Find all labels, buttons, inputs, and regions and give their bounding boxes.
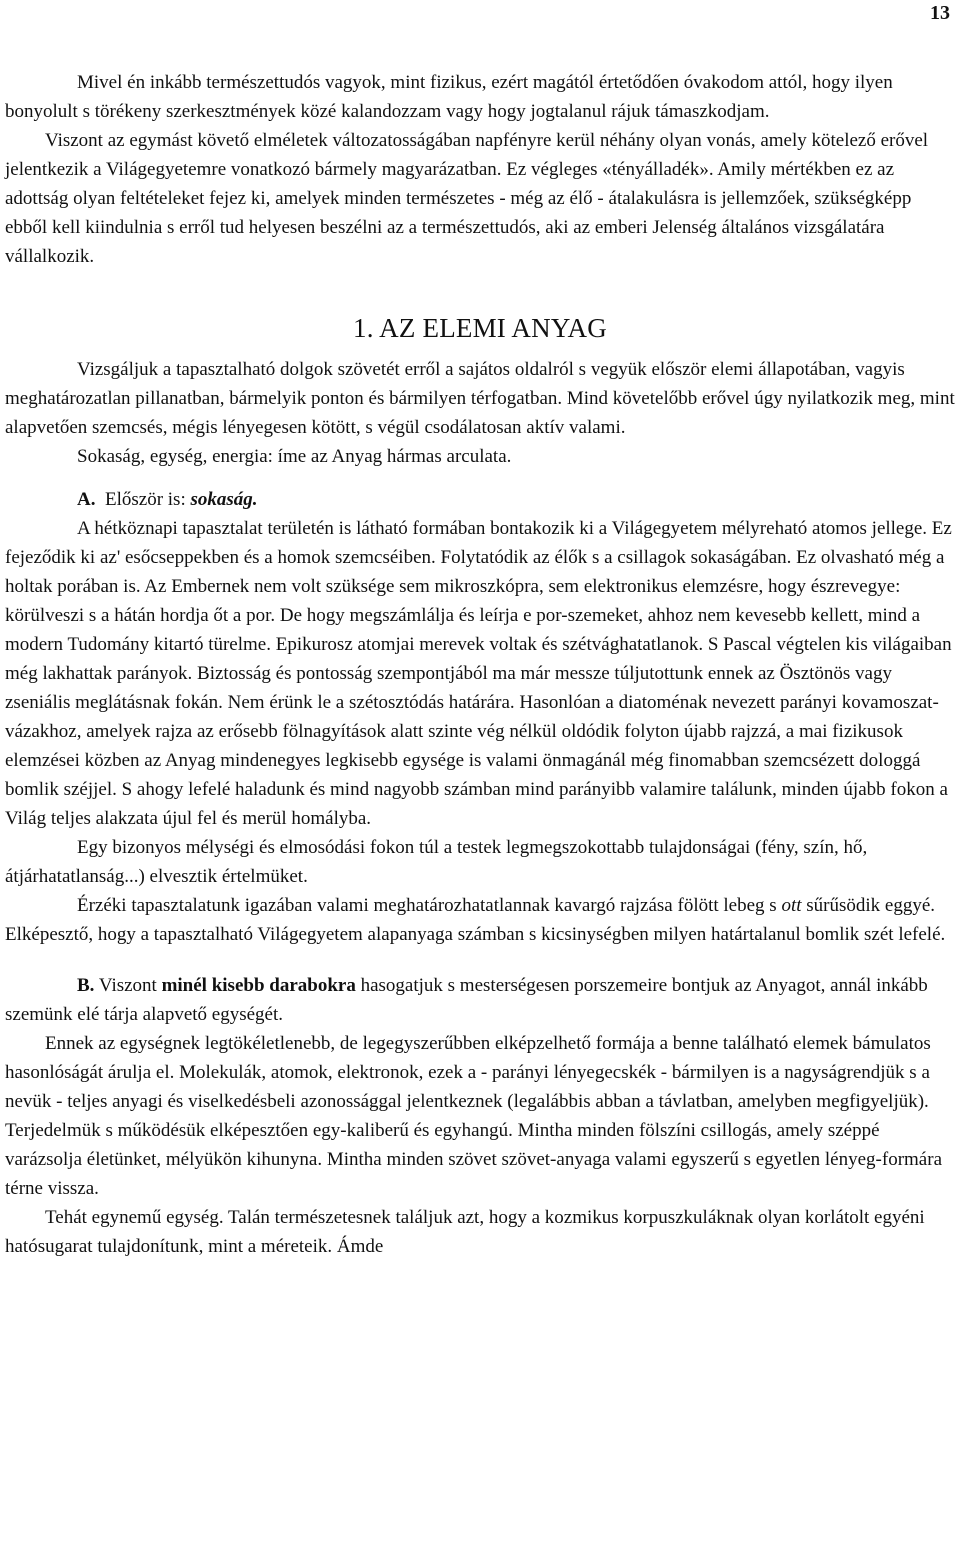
part-b-paragraph-2: Ennek az egységnek legtökéletlenebb, de legegyszerűbben elképzelhető formája a benne található elemek bámulatos hasonlóságát árulja el. Molekulák, atomok, elektronok, ezek a - parányi lényegecskék - bármilyen is a nagyságrendjük s a nevük - teljes anyagi és viselkedésbeli azonossággal jelentkeznek (legalábbis abban a távlatban, amelyben megfigyeljük). Terjedelmük s működésük elképesztően egy-kaliberű és egyhangú. Mintha minden fölszíni csillogás, amely széppé varázsolja életünket, mélyükön kihunyna. Mintha minden szövet szövet-anyaga valami egyszerű s egyetlen lényeg-formára térne vissza. bbox=[5, 1033, 943, 1199]
section-paragraph-1: Vizsgáljuk a tapasztalható dolgok szövetét erről a sajátos oldalról s vegyük először elemi állapotában, vagyis meghatározatlan pillanatban, bármelyik ponton és bármilyen térfogatban. Mind követelőbb erővel úgy nyilatkozik meg, mint alapvetően szemcsés, mégis lényegesen kötött, s végül csodálatosan aktív valami. bbox=[5, 359, 955, 438]
intro-paragraph-2: Viszont az egymást követő elméletek változatosságában napfényre kerül néhány olyan vonás, amely kötelező erővel jelentkezik a Világegyetemre vonatkozó bármely magyarázatban. Ez végleges «tényálladék». Amily mértékben ez az adottság olyan feltételeket fejez ki, amelyek minden természetes - még az élő - átalakulásra is jellemzőek, szükségképp ebből kell kiindulnia s erről tud helyesen beszélni az a természettudós, aki az emberi Jelenség általános vizsgálatára vállalkozik. bbox=[5, 130, 929, 267]
part-a-heading bbox=[5, 485, 955, 514]
part-b-letter: B. bbox=[77, 975, 95, 996]
part-b-bold: minél kisebb darabokra bbox=[161, 975, 356, 996]
part-a-paragraph-3 bbox=[5, 891, 955, 949]
part-a-paragraph-2: Egy bizonyos mélységi és elmosódási fokon túl a testek legmegszokottabb tulajdonságai (fény, szín, hő, átjárhatatlanság...) elvesztik értelmüket. bbox=[5, 837, 868, 887]
intro-paragraph-1: Mivel én inkább természettudós vagyok, mint fizikus, ezért magától értetődően óvakodom attól, hogy ilyen bonyolult s törékeny szerkesztmények közé kalandozzam vagy hogy jogtalanul rájuk támaszkodjam. bbox=[5, 72, 893, 122]
part-a-p3-after: sűrűsödik eggyé. Elképesztő, hogy a tapasztalható Világegyetem alapanyaga számban s kicsinységben milyen határtalanul bomlik szét lefelé. bbox=[5, 895, 946, 945]
page-number: 13 bbox=[930, 2, 950, 24]
part-b-paragraph-1 bbox=[5, 971, 955, 1029]
section-title: 1. AZ ELEMI ANYAG bbox=[353, 313, 607, 343]
part-a-p3-italic: ott bbox=[781, 895, 802, 916]
part-a-letter: A. bbox=[77, 489, 96, 510]
part-b-after: hasogatjuk s mesterségesen porszemeire bontjuk az Anyagot, annál inkább szemünk elé tárja alapvető egységét. bbox=[5, 975, 928, 1025]
part-a-paragraph-1: A hétköznapi tapasztalat területén is látható formában bontakozik ki a Világegyetem mélyreható atomos jellege. Ez fejeződik ki az' esőcseppekben és a homok szemcséiben. Folytatódik az élők s a csillagok sokaságában. Ez olvasható még a holtak porában is. Az Embernek nem volt szüksége sem mikroszkópra, sem elektronikus elemzésre, hogy észrevegye: körülveszi s a hátán hordja őt a por. De hogy megszámlálja és leírja e por-szemeket, ahhoz nem kevesebb kellett, mind a modern Tudomány kitartó türelme. Epikurosz atomjai merevek voltak és szétvághatatlanok. S Pascal végtelen kis világaiban még lakhattak parányok. Biztosság és pontosság szempontjából ma már messze túljutottunk ennek az Ösztönös vagy zseniális meglátásnak fokán. Nem érünk le a szétosztódás határára. Hasonlóan a diatoménak nevezett parányi kovamoszat-vázakhoz, amelyek rajza az erősebb fölnagyítások alatt szinte vég nélkül oldódik folyton újabb rajzzá, a mai fizikusok elemzései közben az Anyag mindenegyes legkisebb egysége is valami önmagánál még finomabban szemcsézett dologgá bomlik széjjel. S ahogy lefelé haladunk és mind nagyobb számban mind parányibb valamire találunk, minden újabb fokon a Világ teljes alakzata újul fel és merül homályba. bbox=[5, 518, 952, 829]
part-b-paragraph-3: Tehát egynemű egység. Talán természetesnek találjuk azt, hogy a kozmikus korpuszkuláknak olyan korlátolt egyéni hatósugarat tulajdonítunk, mint a méreteik. Ámde bbox=[5, 1207, 925, 1257]
part-a-keyword: sokaság. bbox=[190, 489, 258, 510]
document-body bbox=[5, 68, 955, 1261]
part-b-before: Viszont bbox=[98, 975, 157, 996]
part-a-p3-before: Érzéki tapasztalatunk igazában valami meghatározhatatlannak kavargó rajzása fölött lebeg s bbox=[77, 895, 777, 916]
part-a-lead: Először is: bbox=[104, 489, 186, 510]
section-paragraph-2: Sokaság, egység, energia: íme az Anyag hármas arculata. bbox=[77, 446, 512, 467]
